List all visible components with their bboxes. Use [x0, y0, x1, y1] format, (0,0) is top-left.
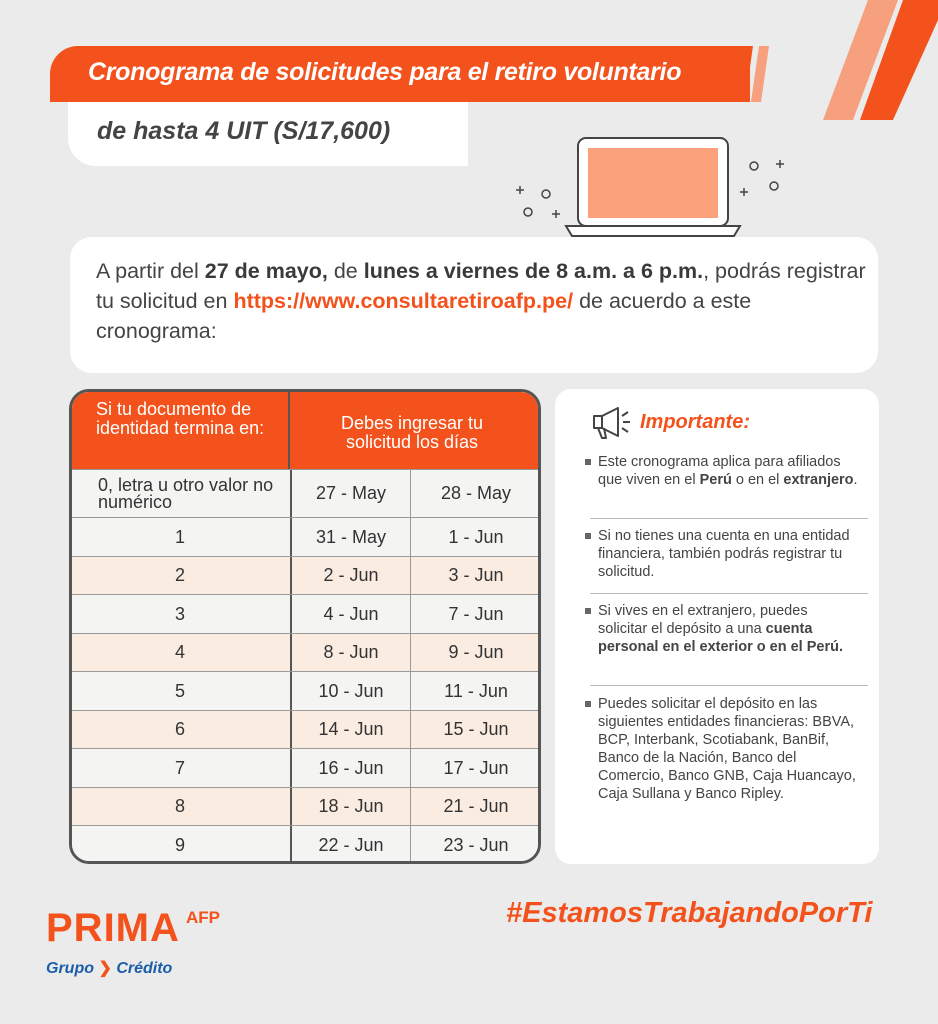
- doc-ending-cell: 8: [174, 796, 185, 816]
- logo-afp: AFP: [186, 908, 220, 927]
- second-day-cell: 9 - Jun: [410, 634, 541, 671]
- intro-part: de acuerdo a este cronograma:: [96, 289, 752, 343]
- table-row: [72, 517, 538, 556]
- page-subtitle: de hasta 4 UIT (S/17,600): [97, 117, 391, 145]
- table-row: [72, 825, 538, 864]
- doc-ending-cell: 7: [174, 757, 185, 778]
- important-divider: [590, 593, 868, 594]
- header-document-ending: Si tu documento de identidad termina en:: [96, 399, 265, 438]
- logo-grupo: Grupo: [46, 960, 94, 977]
- intro-hours: lunes a viernes de 8 a.m. a 6 p.m.: [363, 259, 704, 283]
- first-day-cell: 8 - Jun: [290, 634, 410, 671]
- important-divider: [590, 518, 868, 519]
- first-day-cell: 22 - Jun: [290, 826, 410, 864]
- first-day-cell: 2 - Jun: [290, 557, 410, 594]
- doc-ending-cell: 6: [174, 719, 185, 739]
- first-day-cell: 31 - May: [290, 518, 410, 556]
- hashtag: #EstamosTrabajandoPorTi: [506, 897, 873, 929]
- item-text: Si vives en el extranjero, puedes solicitar el depósito a una: [598, 603, 808, 637]
- title-banner-slant: [735, 46, 775, 102]
- logo-credito: Crédito: [116, 960, 173, 977]
- logo-prima: PRIMA: [46, 906, 180, 950]
- header-divider: [288, 392, 290, 469]
- table-row: [72, 671, 538, 710]
- important-title: Importante:: [640, 411, 750, 433]
- important-item: [598, 602, 858, 656]
- doc-ending-cell: 3: [174, 603, 185, 624]
- important-item: [598, 453, 858, 489]
- item-emphasis: Perú: [699, 472, 732, 488]
- table-row: [72, 556, 538, 594]
- doc-ending-cell: 2: [174, 565, 185, 585]
- schedule-table: [69, 389, 541, 864]
- item-text: Si no tienes una cuenta en una entidad financiera, también podrás registrar tu solicitud.: [598, 528, 850, 580]
- intro-part: de: [327, 259, 364, 283]
- first-day-cell: 4 - Jun: [290, 595, 410, 633]
- table-row: [72, 633, 538, 671]
- first-day-cell: 27 - May: [290, 470, 410, 517]
- item-emphasis: extranjero: [783, 472, 854, 488]
- item-text: Este cronograma aplica para afiliados que viven en el: [598, 454, 841, 488]
- table-header: [72, 392, 538, 469]
- first-day-cell: 10 - Jun: [290, 672, 410, 710]
- first-day-cell: 18 - Jun: [290, 788, 410, 825]
- megaphone-icon: [590, 404, 632, 440]
- table-row: [72, 469, 538, 517]
- second-day-cell: 28 - May: [410, 470, 541, 517]
- table-row: [72, 594, 538, 633]
- page-title: Cronograma de solicitudes para el retiro voluntario: [88, 58, 682, 86]
- item-text: Puedes solicitar el depósito en las siguientes entidades financieras: BBVA, BCP, Interbank, Scotiabank, BanBif, Banco de la Nación, Banco del Comercio, Banco GNB, Caja Huancayo, Caja Sullana y Banco Ripley.: [598, 696, 856, 802]
- logo-grupo-credito: [46, 958, 172, 978]
- first-day-cell: 14 - Jun: [290, 711, 410, 748]
- second-day-cell: 11 - Jun: [410, 672, 541, 710]
- table-row: [72, 787, 538, 825]
- item-emphasis: cuenta personal en el exterior o en el Perú.: [598, 621, 843, 655]
- intro-part: A partir del: [96, 259, 205, 283]
- second-day-cell: 7 - Jun: [410, 595, 541, 633]
- important-item: [598, 695, 858, 803]
- prima-afp-logo: [46, 906, 220, 977]
- intro-start-date: 27 de mayo,: [204, 259, 328, 283]
- doc-ending-cell: 1: [174, 526, 185, 547]
- second-day-cell: 3 - Jun: [410, 557, 541, 594]
- consulta-url-link[interactable]: https://www.consultaretiroafp.pe/: [233, 289, 574, 313]
- first-day-cell: 16 - Jun: [290, 749, 410, 787]
- doc-ending-cell: 4: [174, 642, 185, 662]
- item-text: .: [853, 472, 858, 488]
- second-day-cell: 23 - Jun: [410, 826, 541, 864]
- doc-ending-cell: 9: [174, 834, 185, 855]
- intro-text: [96, 256, 866, 346]
- table-row: [72, 710, 538, 748]
- second-day-cell: 1 - Jun: [410, 518, 541, 556]
- important-divider: [590, 685, 868, 686]
- laptop-illustration: [508, 132, 808, 244]
- table-row: [72, 748, 538, 787]
- doc-ending-cell: 0, letra u otro valor no numérico: [98, 474, 274, 512]
- second-day-cell: 17 - Jun: [410, 749, 541, 787]
- important-item: [598, 527, 858, 581]
- second-day-cell: 15 - Jun: [410, 711, 541, 748]
- corner-stripes: [798, 0, 938, 120]
- second-day-cell: 21 - Jun: [410, 788, 541, 825]
- doc-ending-cell: 5: [174, 680, 185, 701]
- header-days: Debes ingresar tu solicitud los días: [340, 413, 484, 452]
- item-text: o en el: [731, 472, 784, 488]
- intro-part: , podrás registrar tu solicitud en: [96, 259, 866, 313]
- chevron-right-icon: ❯: [98, 960, 112, 977]
